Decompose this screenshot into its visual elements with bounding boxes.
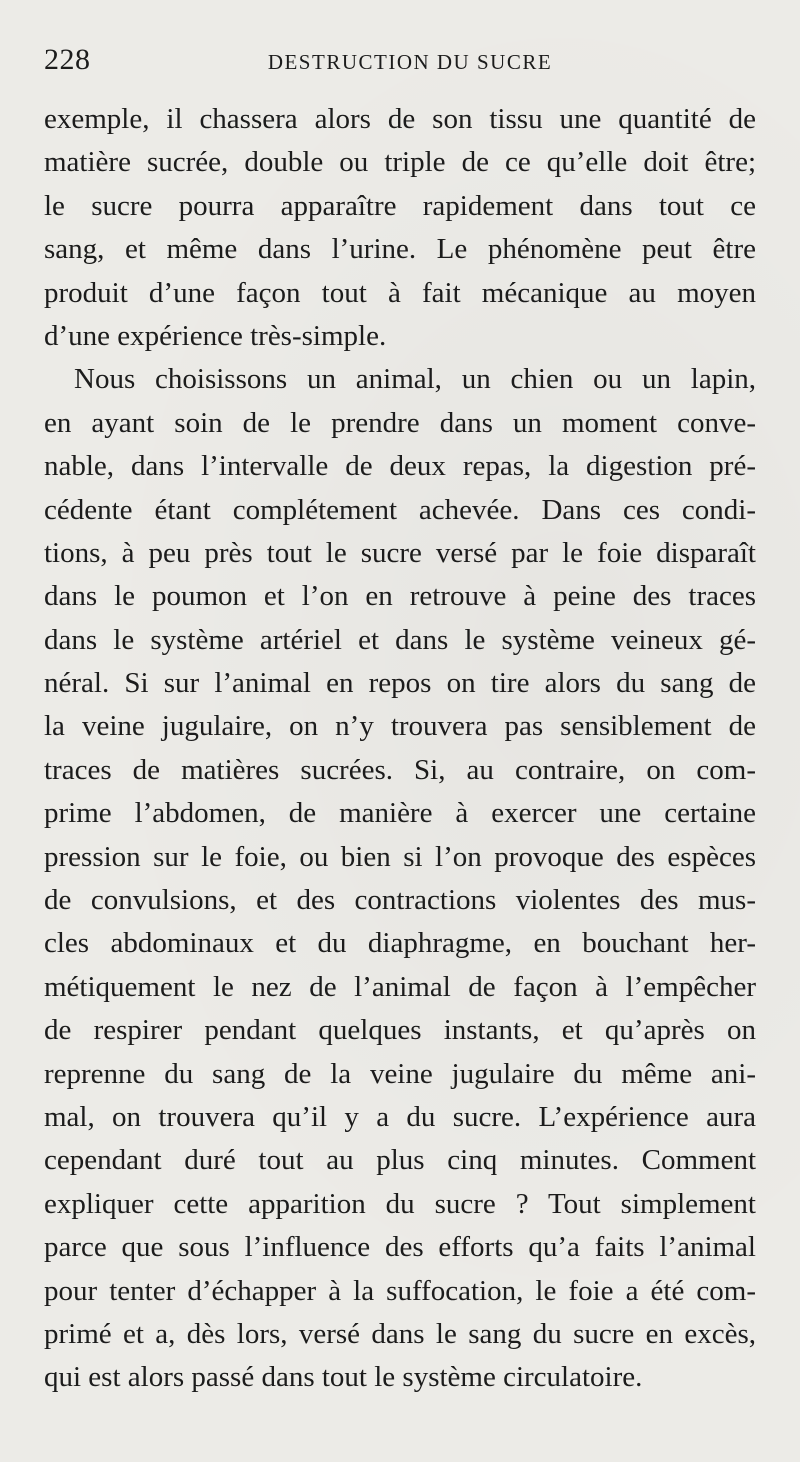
text-line: de respirer pendant quelques instants, et qu’après on bbox=[44, 1014, 756, 1047]
text-line: exemple, il chassera alors de son tissu une quantité de bbox=[44, 103, 756, 135]
text-line: d’une expérience très-simple. bbox=[44, 319, 387, 352]
paragraph-1 bbox=[44, 98, 756, 358]
text-line: pour tenter d’échapper à la suffocation, le foie a été com- bbox=[44, 1274, 756, 1307]
text-line: matière sucrée, double ou triple de ce qu’elle doit être; bbox=[44, 146, 756, 179]
text-line: en ayant soin de le prendre dans un moment conve- bbox=[44, 406, 756, 439]
text-line: métiquement le nez de l’animal de façon à l’empêcher bbox=[44, 970, 756, 1003]
page-header bbox=[44, 40, 756, 80]
text-line: Nous choisissons un animal, un chien ou un lapin, bbox=[74, 363, 756, 396]
text-line: reprenne du sang de la veine jugulaire du même ani- bbox=[44, 1057, 756, 1090]
text-line: primé et a, dès lors, versé dans le sang du sucre en excès, bbox=[44, 1317, 756, 1350]
text-line: mal, on trouvera qu’il y a du sucre. L’expérience aura bbox=[44, 1100, 756, 1133]
text-line: parce que sous l’influence des efforts qu’a faits l’animal bbox=[44, 1231, 756, 1264]
text-line: la veine jugulaire, on n’y trouvera pas sensiblement de bbox=[44, 710, 756, 743]
text-line: produit d’une façon tout à fait mécanique au moyen bbox=[44, 276, 756, 309]
text-line: sang, et même dans l’urine. Le phénomène peut être bbox=[44, 233, 756, 266]
text-line: prime l’abdomen, de manière à exercer une certaine bbox=[44, 797, 756, 830]
text-line: tions, à peu près tout le sucre versé par le foie disparaît bbox=[44, 536, 756, 569]
text-line: expliquer cette apparition du sucre ? Tout simplement bbox=[44, 1187, 756, 1220]
text-line: de convulsions, et des contractions violentes des mus- bbox=[44, 884, 756, 917]
text-line: dans le poumon et l’on en retrouve à peine des traces bbox=[44, 580, 756, 613]
text-line: traces de matières sucrées. Si, au contraire, on com- bbox=[44, 753, 756, 786]
paragraph-2 bbox=[44, 358, 756, 1399]
text-line: cles abdominaux et du diaphragme, en bouchant her- bbox=[44, 927, 756, 960]
body-text bbox=[44, 98, 756, 1400]
page-number: 228 bbox=[44, 43, 91, 76]
text-line: cédente étant complétement achevée. Dans ces condi- bbox=[44, 493, 756, 526]
text-line: néral. Si sur l’animal en repos on tire alors du sang de bbox=[44, 667, 756, 700]
text-line: cependant duré tout au plus cinq minutes. Comment bbox=[44, 1144, 756, 1177]
text-line: nable, dans l’intervalle de deux repas, la digestion pré- bbox=[44, 450, 756, 483]
text-line: dans le système artériel et dans le système veineux gé- bbox=[44, 623, 756, 656]
text-line: le sucre pourra apparaître rapidement dans tout ce bbox=[44, 189, 756, 222]
text-line: qui est alors passé dans tout le système circulatoire. bbox=[44, 1361, 643, 1394]
running-head: DESTRUCTION DU SUCRE bbox=[267, 50, 553, 74]
text-line: pression sur le foie, ou bien si l’on provoque des espèces bbox=[44, 840, 756, 873]
